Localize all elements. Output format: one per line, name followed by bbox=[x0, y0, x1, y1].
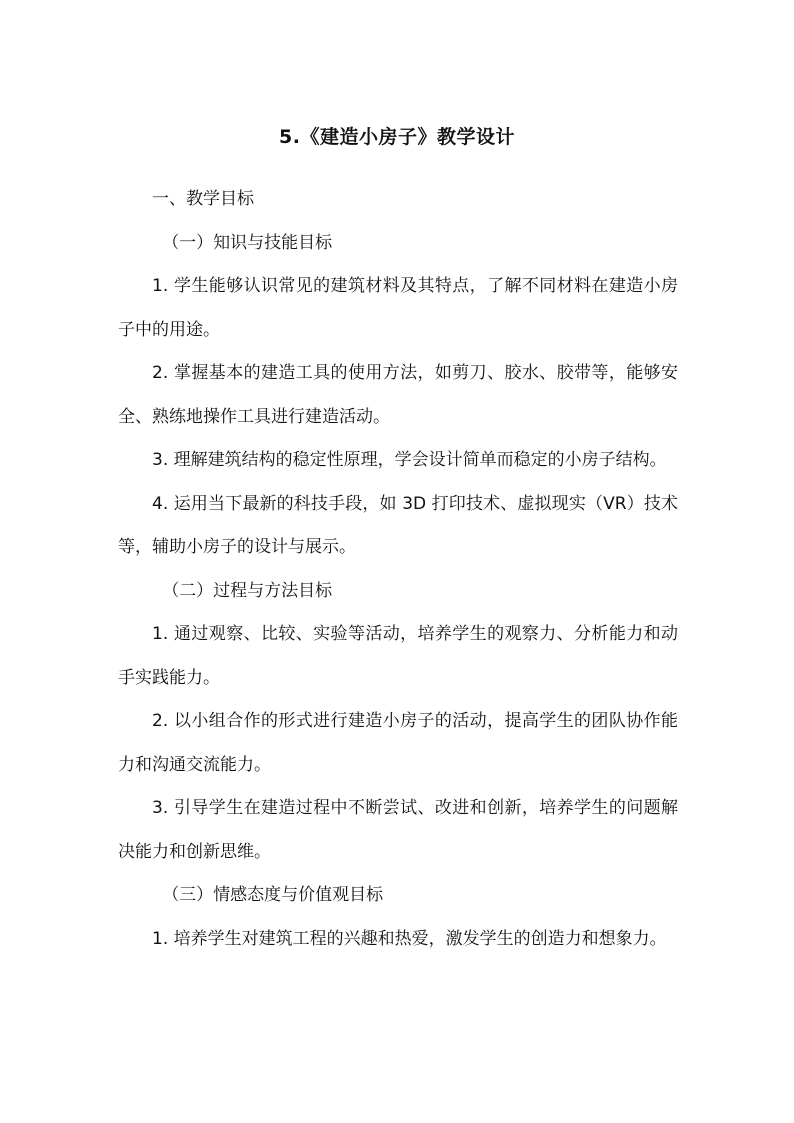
paragraph-item: 2. 掌握基本的建造工具的使用方法，如剪刀、胶水、胶带等，能够安全、熟练地操作工具进行建造活动。 bbox=[118, 363, 678, 427]
section-heading-objectives: 一、教学目标 bbox=[152, 189, 254, 209]
subsection-heading-emotion-values: （三）情感态度与价值观目标 bbox=[162, 885, 384, 905]
paragraph-item: 1. 通过观察、比较、实验等活动，培养学生的观察力、分析能力和动手实践能力。 bbox=[118, 624, 678, 688]
document-title: 5.《建造小房子》教学设计 bbox=[279, 126, 515, 148]
subsection-heading-process-method: （二）过程与方法目标 bbox=[162, 580, 333, 601]
document-body bbox=[118, 178, 678, 961]
paragraph-item: 3. 引导学生在建造过程中不断尝试、改进和创新，培养学生的问题解决能力和创新思维。 bbox=[118, 798, 678, 862]
paragraph-item: 2. 以小组合作的形式进行建造小房子的活动，提高学生的团队协作能力和沟通交流能力。 bbox=[118, 711, 678, 775]
paragraph-item: 3. 理解建筑结构的稳定性原理，学会设计简单而稳定的小房子结构。 bbox=[152, 450, 667, 470]
subsection-heading-knowledge-skills: （一）知识与技能目标 bbox=[162, 232, 333, 253]
paragraph-item: 4. 运用当下最新的科技手段，如 3D 打印技术、虚拟现实（VR）技术等，辅助小房子的设计与展示。 bbox=[118, 493, 678, 557]
paragraph-item: 1. 学生能够认识常见的建筑材料及其特点，了解不同材料在建造小房子中的用途。 bbox=[118, 276, 678, 340]
paragraph-item: 1. 培养学生对建筑工程的兴趣和热爱，激发学生的创造力和想象力。 bbox=[152, 928, 667, 949]
